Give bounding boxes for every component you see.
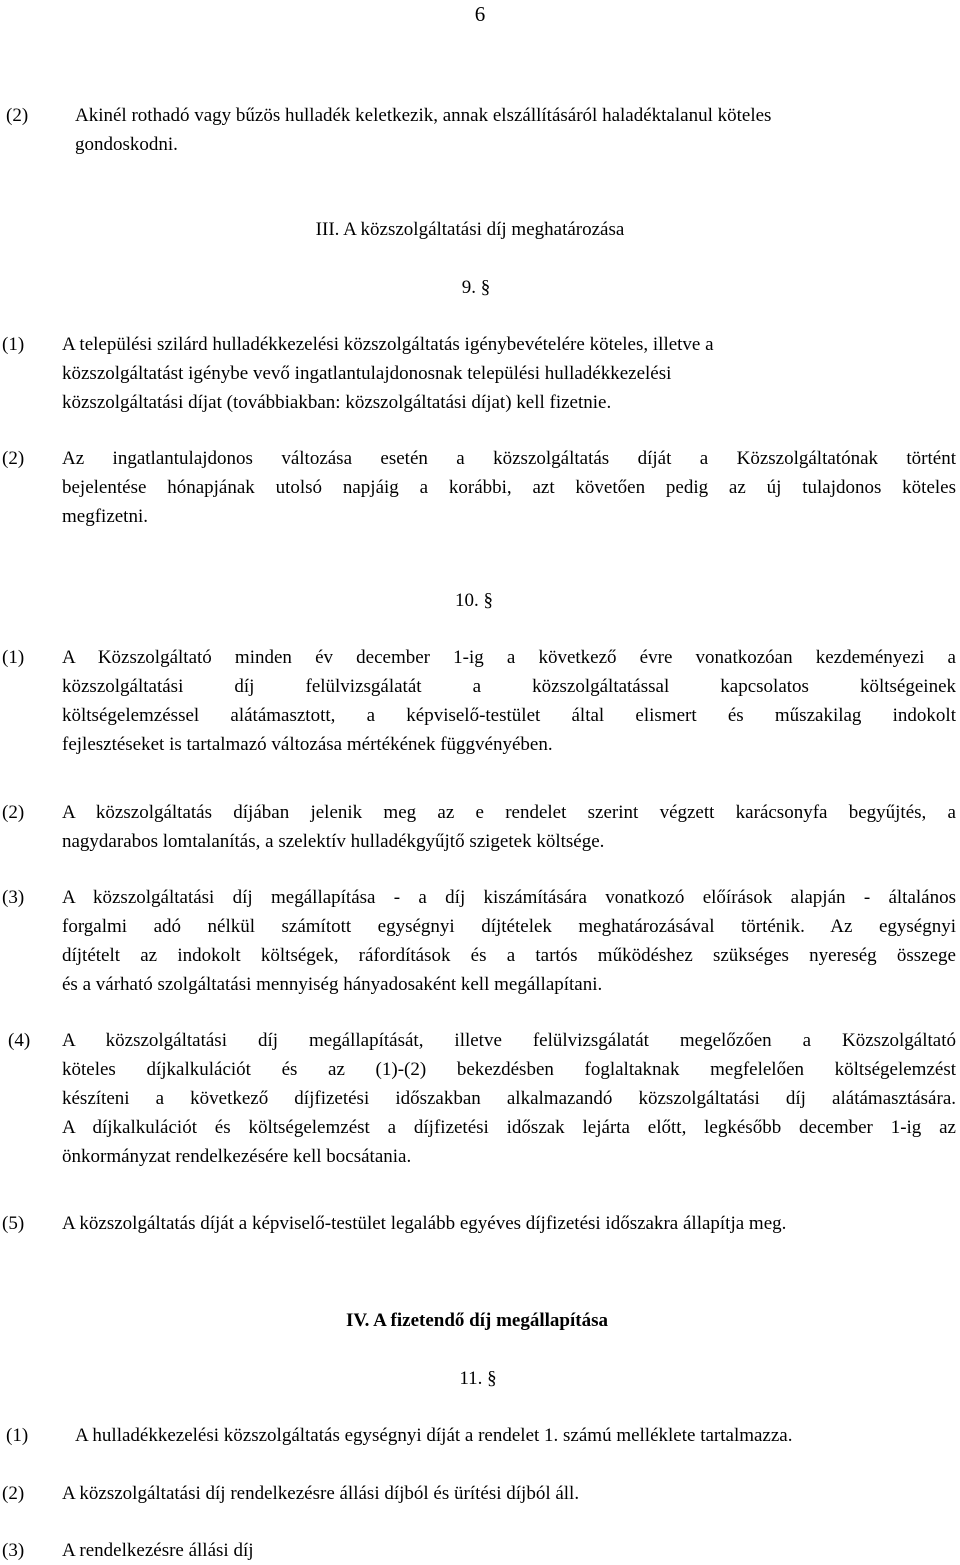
paragraph-number: (2) — [6, 105, 29, 126]
section-title: 9. § — [461, 277, 491, 298]
paragraph-number: (1) — [2, 334, 25, 355]
text-line: költségelemzéssel alátámasztott, a képviselő-testület által elismert és műszakilag indokolt — [62, 705, 956, 726]
text-line: A közszolgáltatási díj rendelkezésre állási díjból és ürítési díjból áll. — [62, 1483, 580, 1504]
text-line: Akinél rothadó vagy bűzös hulladék keletkezik, annak elszállításáról haladéktalanul köteles — [75, 105, 772, 126]
text-line: A hulladékkezelési közszolgáltatás egységnyi díját a rendelet 1. számú melléklete tartalmazza. — [75, 1425, 793, 1446]
page-number: 6 — [474, 2, 486, 26]
text-line: A rendelkezésre állási díj — [62, 1540, 254, 1561]
paragraph-text — [62, 1209, 956, 1238]
text-line: és a várható szolgáltatási mennyiség hányadosaként kell megállapítani. — [62, 974, 603, 995]
paragraph-number: (4) — [8, 1030, 31, 1051]
paragraph-number: (3) — [2, 887, 25, 908]
paragraph-number: (2) — [2, 802, 25, 823]
text-line: megfizetni. — [62, 506, 148, 527]
paragraph-text — [75, 1421, 956, 1450]
text-line: A közszolgáltatási díj megállapítását, illetve felülvizsgálatát megelőzően a Közszolgáltató — [62, 1030, 956, 1051]
paragraph-number: (1) — [6, 1425, 29, 1446]
chapter-heading: IV. A fizetendő díj megállapítása — [346, 1310, 608, 1331]
text-line: A közszolgáltatási díj megállapítása - a díj kiszámítására vonatkozó előírások alapján - általános — [62, 887, 956, 908]
paragraph — [0, 101, 960, 161]
paragraph-text — [62, 1536, 956, 1565]
text-line: közszolgáltatási díjat (továbbiakban: közszolgáltatási díjat) kell fizetnie. — [62, 392, 612, 413]
chapter-heading: III. A közszolgáltatási díj meghatározása — [315, 219, 625, 240]
paragraph-number: (1) — [2, 647, 25, 668]
text-line: közszolgáltatást igénybe vevő ingatlantulajdonosnak települési hulladékkezelési — [62, 363, 672, 384]
paragraph-text — [75, 101, 956, 159]
paragraph-text — [62, 883, 956, 999]
text-line: gondoskodni. — [75, 134, 178, 155]
paragraph-number: (2) — [2, 1483, 25, 1504]
text-line: fejlesztéseket is tartalmazó változása mértékének függvényében. — [62, 734, 553, 755]
paragraph-text — [62, 798, 956, 856]
text-line: közszolgáltatási díj felülvizsgálatát a közszolgáltatással kapcsolatos költségeinek — [62, 676, 956, 697]
text-line: A közszolgáltatás díjában jelenik meg az e rendelet szerint végzett karácsonyfa begyűjtés, a — [62, 802, 956, 823]
text-line: A Közszolgáltató minden év december 1-ig a következő évre vonatkozóan kezdeményezi a — [62, 647, 956, 668]
text-line: nagydarabos lomtalanítás, a szelektív hulladékgyűjtő szigetek költsége. — [62, 831, 605, 852]
paragraph-number: (2) — [2, 448, 25, 469]
paragraph-number: (5) — [2, 1213, 25, 1234]
text-line: Az ingatlantulajdonos változása esetén a közszolgáltatás díját a Közszolgáltatónak történt — [62, 448, 956, 469]
text-line: bejelentése hónapjának utolsó napjáig a korábbi, azt követően pedig az új tulajdonos köteles — [62, 477, 956, 498]
paragraph-number: (3) — [2, 1540, 25, 1561]
paragraph-text — [62, 643, 956, 759]
paragraph-text — [62, 330, 956, 417]
paragraph-text — [62, 1479, 956, 1508]
text-line: készíteni a következő díjfizetési időszakban alkalmazandó közszolgáltatási díj alátámasztására. — [62, 1088, 956, 1109]
section-title: 10. § — [455, 590, 493, 611]
text-line: A települési szilárd hulladékkezelési közszolgáltatás igénybevételére köteles, illetve a — [62, 334, 714, 355]
text-line: A közszolgáltatás díját a képviselő-testület legalább egyéves díjfizetési időszakra állapítja meg. — [62, 1213, 787, 1234]
paragraph-text — [62, 444, 956, 531]
text-line: díjtételt az indokolt költségek, ráfordítások és a tartós működéshez szükséges nyereség összege — [62, 945, 956, 966]
text-line: köteles díjkalkulációt és az (1)-(2) bekezdésben foglaltaknak megfelelően költségelemzést — [62, 1059, 956, 1080]
section-title: 11. § — [459, 1368, 497, 1389]
text-line: önkormányzat rendelkezésére kell bocsátania. — [62, 1146, 412, 1167]
paragraph-text — [62, 1026, 956, 1171]
text-line: A díjkalkulációt és költségelemzést a díjfizetési időszak lejárta előtt, legkésőbb december 1-ig az — [62, 1117, 956, 1138]
text-line: forgalmi adó nélkül számított egységnyi díjtételek meghatározásával történik. Az egységnyi — [62, 916, 956, 937]
